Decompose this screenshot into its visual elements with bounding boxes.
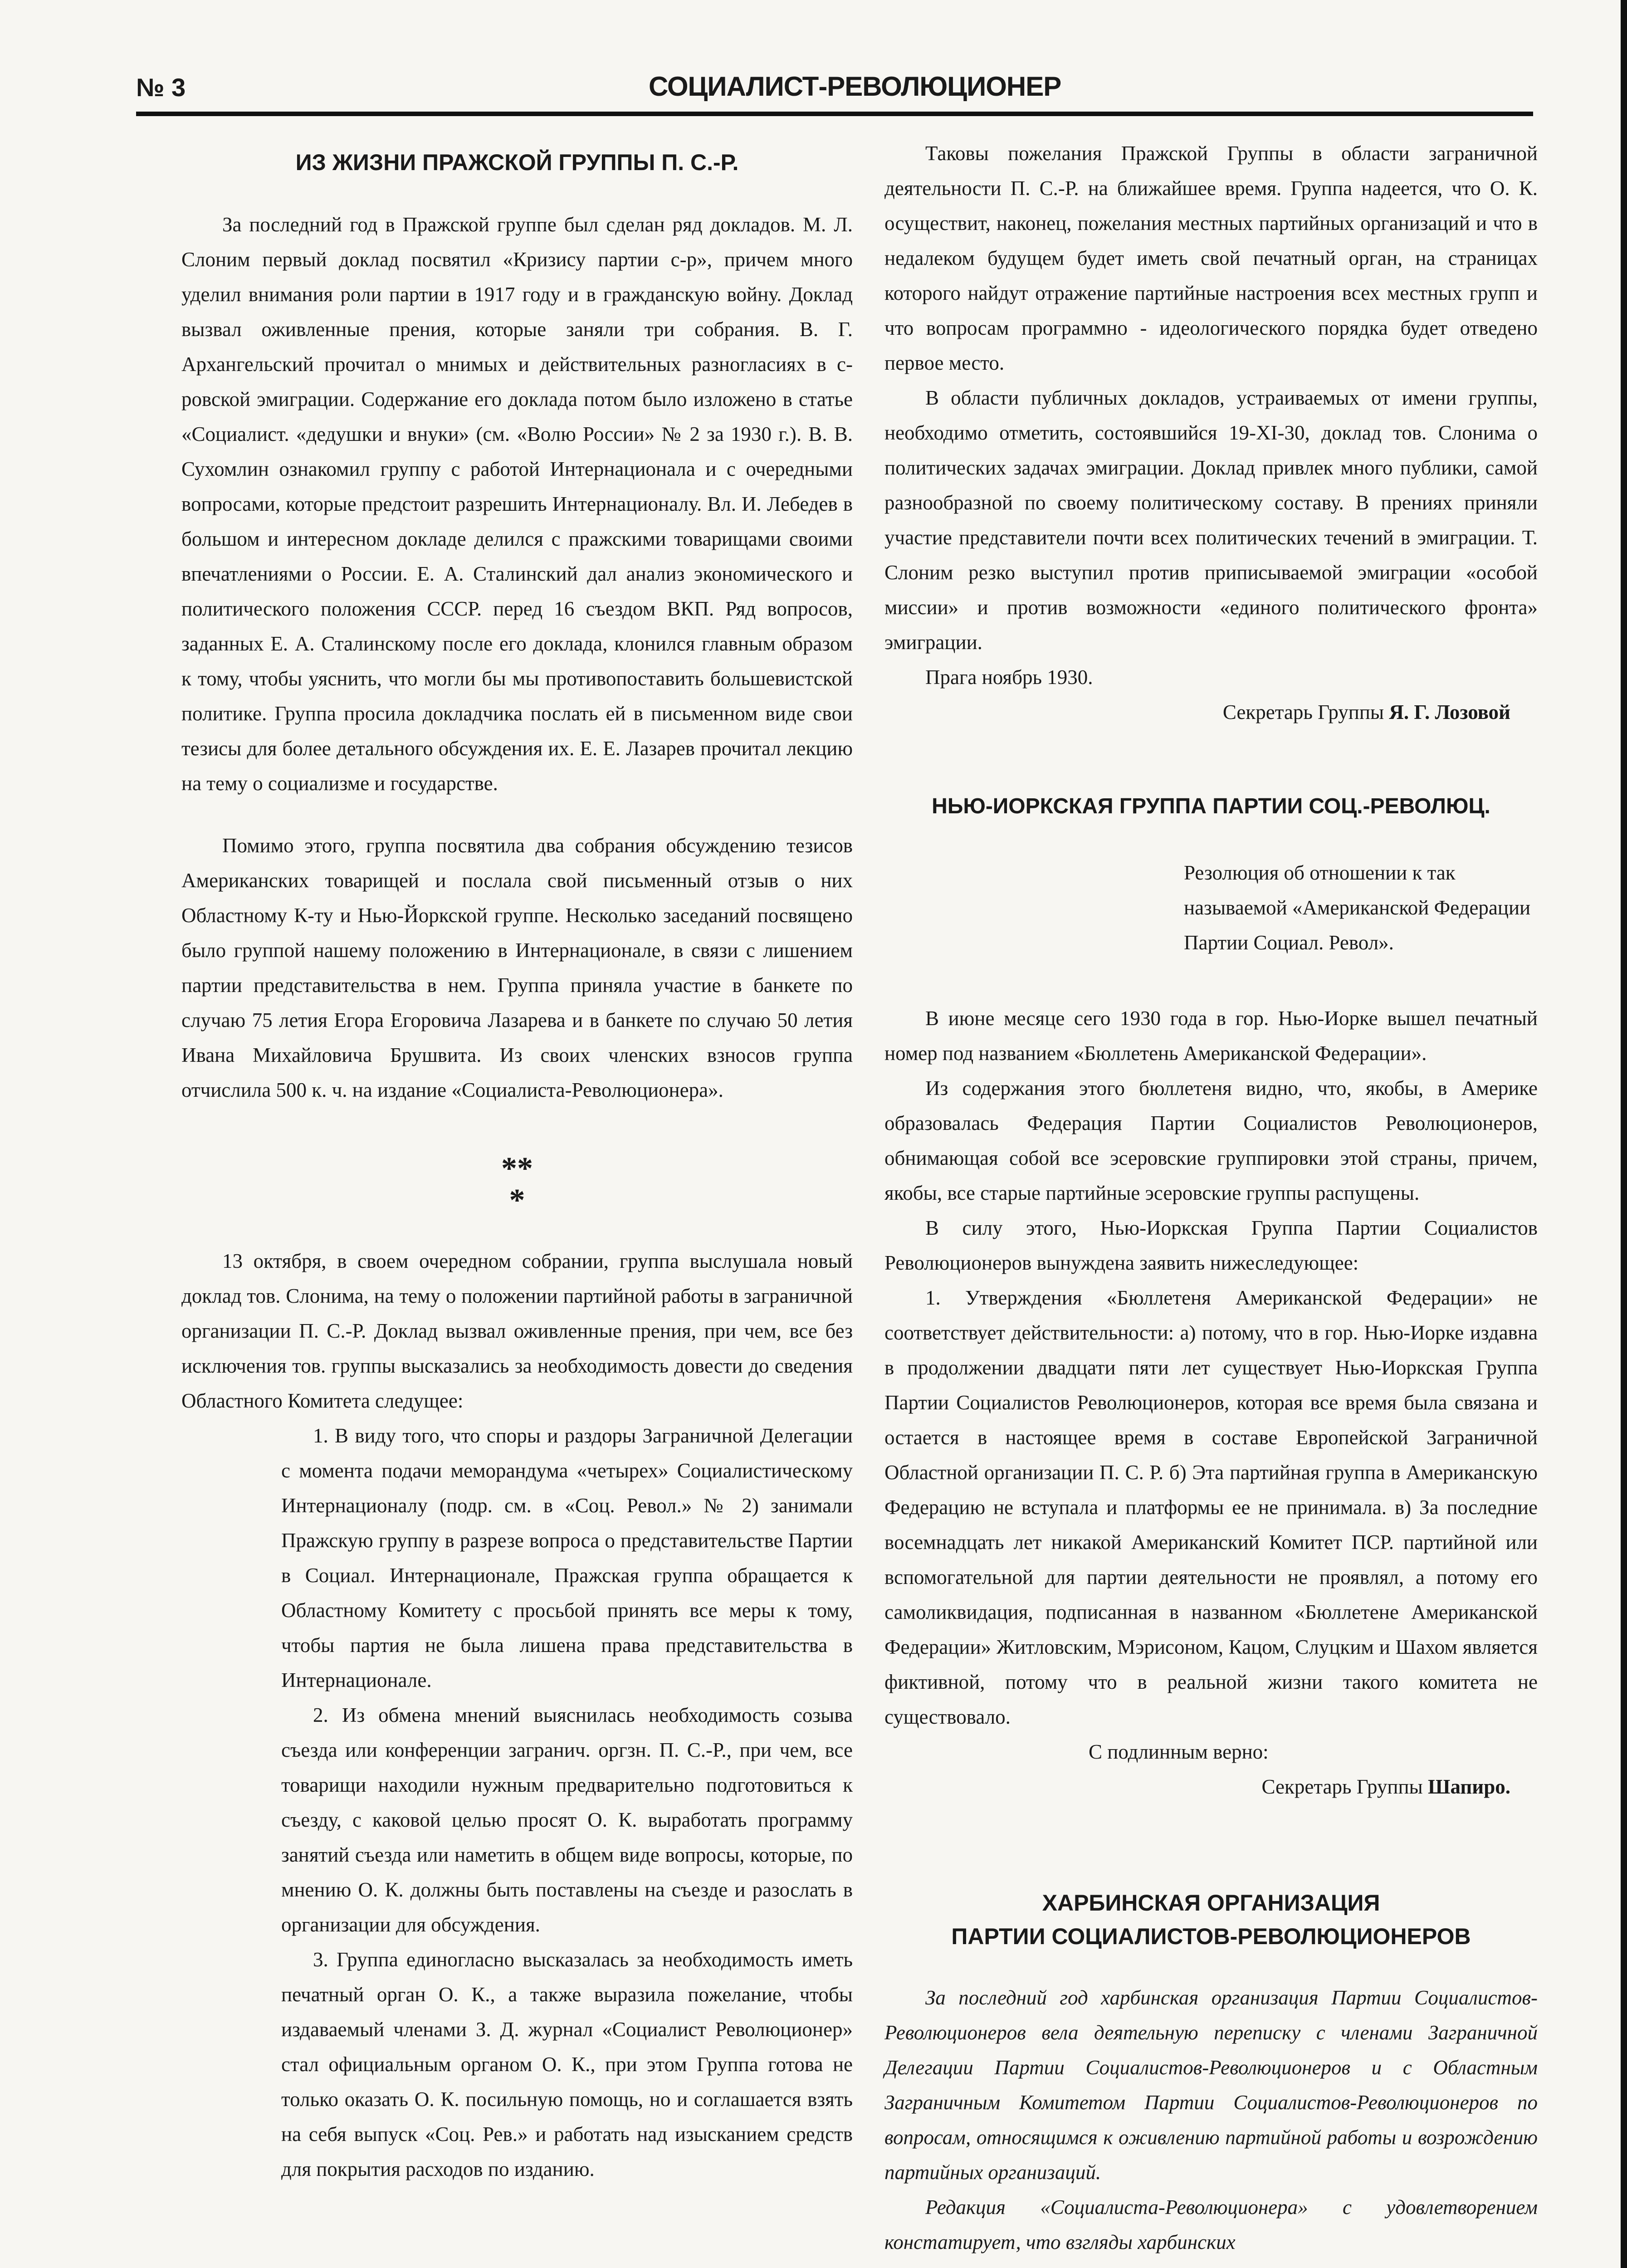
left-column — [181, 136, 853, 2187]
prague-date: Прага ноябрь 1930. — [925, 666, 1093, 689]
prague-item-2: 2. Из обмена мнений выяснилась необходимость созыва съезда или конференции загранич. оргзн. П. С.-Р., при чем, все товарищи находили нужным предварительно подготовиться к съезду, с каковой целью просят О. К. выработать программу занятий съезда или наметить в общем виде вопросы, которые, по мнению О. К. должны быть поставлены на съезде и разослать в организации для обсуждения. — [281, 1704, 853, 1936]
harbin-paragraph-1: За последний год харбинская организация Партии Социалистов-Революционеров вела деятельную переписку с членами Заграничной Делегации Партии Социалистов-Революционеров и с Областным Заграничным Комитетом Партии Социалистов-Революционеров по вопросам, относящимся к оживлению партийной работы и возрождению партийных организаций. — [884, 1986, 1538, 2184]
prague-paragraph-1: За последний год в Пражской группе был сделан ряд докладов. М. Л. Слоним первый доклад посвятил «Кризису партии с-р», причем много уделил внимания роли партии в 1917 году и в гражданскую войну. Доклад вызвал оживленные прения, которые заняли три собрания. В. Г. Архангельский прочитал о мнимых и действительных разногласиях в с-ровской эмиграции. Содержание его доклада потом было изложено в статье «Социалист. «дедушки и внуки» (см. «Волю России» № 2 за 1930 г.). В. В. Сухомлин ознакомил группу с работой Интернационала и с очередными вопросами, которые предстоит разрешить Интернационалу. Вл. И. Лебедев в большом и интересном докладе делился с пражскими товарищами своими впечатлениями о России. Е. А. Сталинский дал анализ экономического и политического положения СССР. перед 16 съездом ВКП. Ряд вопросов, заданных Е. А. Сталинскому после его доклада, клонился главным образом к тому, чтобы уяснить, что могли бы мы противопоставить большевистской политике. Группа просила докладчика послать ей в письменном виде свои тезисы для более детального обсуждения их. Е. Е. Лазарев прочитал лекцию на тему о социализме и государстве. — [181, 213, 853, 795]
prague-group-heading: ИЗ ЖИЗНИ ПРАЖСКОЙ ГРУППЫ П. С.-Р. — [295, 150, 739, 175]
prague-item-3: 3. Группа единогласно высказалась за необходимость иметь печатный орган О. К., а также выразила пожелание, чтобы издаваемый членами З. Д. журнал «Социалист Революционер» стал официальным органом О. К., при этом Группа готова не только оказать О. К. посильную помощь, но и соглашается взять на себя выпуск «Соц. Рев.» и работать над изысканием средств для покрытия расходов по изданию. — [281, 1948, 853, 2180]
new-york-paragraph-3: В силу этого, Нью-Иоркская Группа Партии Социалистов Революционеров вынуждена заявить нижеследующее: — [884, 1217, 1538, 1274]
heading-line-1: ХАРБИНСКАЯ ОРГАНИЗАЦИЯ — [1042, 1890, 1380, 1916]
prague-paragraph-3: 13 октября, в своем очередном собрании, группа выслушала новый доклад тов. Слонима, на тему о положении партийной работы в заграничной организации П. С.-Р. Доклад вызвал оживленные прения, при чем, все без исключения тов. группы высказались за необходимость довести до сведения Областного Комитета следущее: — [181, 1250, 853, 1412]
new-york-signature — [884, 1769, 1510, 1804]
signature-name: Я. Г. Лозовой — [1389, 701, 1510, 723]
new-york-group-heading: НЬЮ-ИОРКСКАЯ ГРУППА ПАРТИИ СОЦ.-РЕВОЛЮЦ. — [932, 794, 1490, 818]
right-column — [884, 136, 1538, 2260]
signature-prefix: Секретарь Группы — [1261, 1775, 1423, 1798]
page-header — [136, 68, 1533, 118]
resolution-title: Резолюция об отношении к так называемой «Американской Федерации Партии Социал. Револ». — [1184, 861, 1531, 954]
publication-title: СОЦИАЛИСТ-РЕВОЛЮЦИОНЕР — [649, 71, 1061, 102]
harbin-paragraph-2: Редакция «Социалиста-Революционера» с удовлетворением констатирует, что взгляды харбинских — [884, 2196, 1538, 2253]
harbin-organization-heading — [884, 1886, 1538, 1953]
page-number: № 3 — [136, 73, 186, 102]
asterism-divider: ** * — [501, 1151, 533, 1218]
new-york-paragraph-4: 1. Утверждения «Бюллетеня Американской Федерации» не соответствует действительности: а) потому, что в гор. Нью-Иорке издавна в продолжении двадцати пяти лет существует Нью-Иоркская Группа Партии Социалистов Революционеров, которая все время была связана и остается в настоящее время в составе Европейской Заграничной Областной организации П. С. Р. б) Эта партийная группа в Американскую Федерацию не вступала и платформы ее не принимала. в) За последние восемнадцать лет никакой Американский Комитет ПСР. партийной или вспомогательной для партии деятельности не проявлял, а потому его самоликвидация, подписанная в названном «Бюллетене Американской Федерации» Житловским, Мэрисоном, Кацом, Слуцким и Шахом является фиктивной, потому что в реальной жизни такого комитета не существовало. — [884, 1286, 1538, 1728]
signature-name: Шапиро. — [1428, 1775, 1510, 1798]
signature-prefix: Секретарь Группы — [1222, 701, 1384, 723]
true-copy-note: С подлинным верно: — [1089, 1740, 1269, 1763]
prague-paragraph-5: В области публичных докладов, устраиваемых от имени группы, необходимо отметить, состоявшийся 19-XI-30, доклад тов. Слонима о политических задачах эмиграции. Доклад привлек много публики, самой разнообразной по своему политическому составу. В прениях приняли участие представители почти всех политических течений в эмиграции. Т. Слоним резко выступил против приписываемой эмиграции «особой миссии» и против возможности «единого политического фронта» эмиграции. — [884, 386, 1538, 654]
new-york-paragraph-1: В июне месяце сего 1930 года в гор. Нью-Иорке вышел печатный номер под названием «Бюллетень Американской Федерации». — [884, 1007, 1538, 1065]
header-rule — [136, 112, 1533, 116]
heading-line-2: ПАРТИИ СОЦИАЛИСТОВ-РЕВОЛЮЦИОНЕРОВ — [951, 1924, 1471, 1949]
prague-paragraph-4: Таковы пожелания Пражской Группы в области заграничной деятельности П. С.-Р. на ближайшее время. Группа надеется, что О. К. осуществит, наконец, пожелания местных партийных организаций и что в недалеком будущем будет иметь свой печатный орган, на страницах которого найдут отражение партийные настроения всех местных групп и что вопросам программно - идеологического порядка будет отведено первое место. — [884, 142, 1538, 374]
prague-item-1: 1. В виду того, что споры и раздоры Заграничной Делегации с момента подачи меморандума «четырех» Социалистическому Интернационалу (подр. см. в «Соц. Револ.» № 2) занимали Пражскую группу в разрезе вопроса о представительстве Партии в Социал. Интернационале, Пражская группа обращается к Областному Комитету с просьбой принять все меры к тому, чтобы партия не была лишена права представительства в Интернационале. — [281, 1424, 853, 1691]
prague-paragraph-2: Помимо этого, группа посвятила два собрания обсуждению тезисов Американских товарищей и послала свой письменный отзыв о них Областному К-ту и Нью-Йоркской группе. Несколько заседаний посвящено было группой нашему положению в Интернационале, в связи с лишением партии представительства в нем. Группа приняла участие в банкете по случаю 75 летия Егора Егоровича Лазарева и в банкете по случаю 50 летия Ивана Михайловича Брушвита. Из своих членских взносов группа отчислила 500 к. ч. на издание «Социалиста-Революционера». — [181, 834, 853, 1101]
prague-signature — [884, 695, 1510, 730]
new-york-paragraph-2: Из содержания этого бюллетеня видно, что, якобы, в Америке образовалась Федерация Партии Социалистов Революционеров, обнимающая собой все эсеровские группировки этой страны, причем, якобы, все старые партийные эсеровские группы распущены. — [884, 1077, 1538, 1204]
